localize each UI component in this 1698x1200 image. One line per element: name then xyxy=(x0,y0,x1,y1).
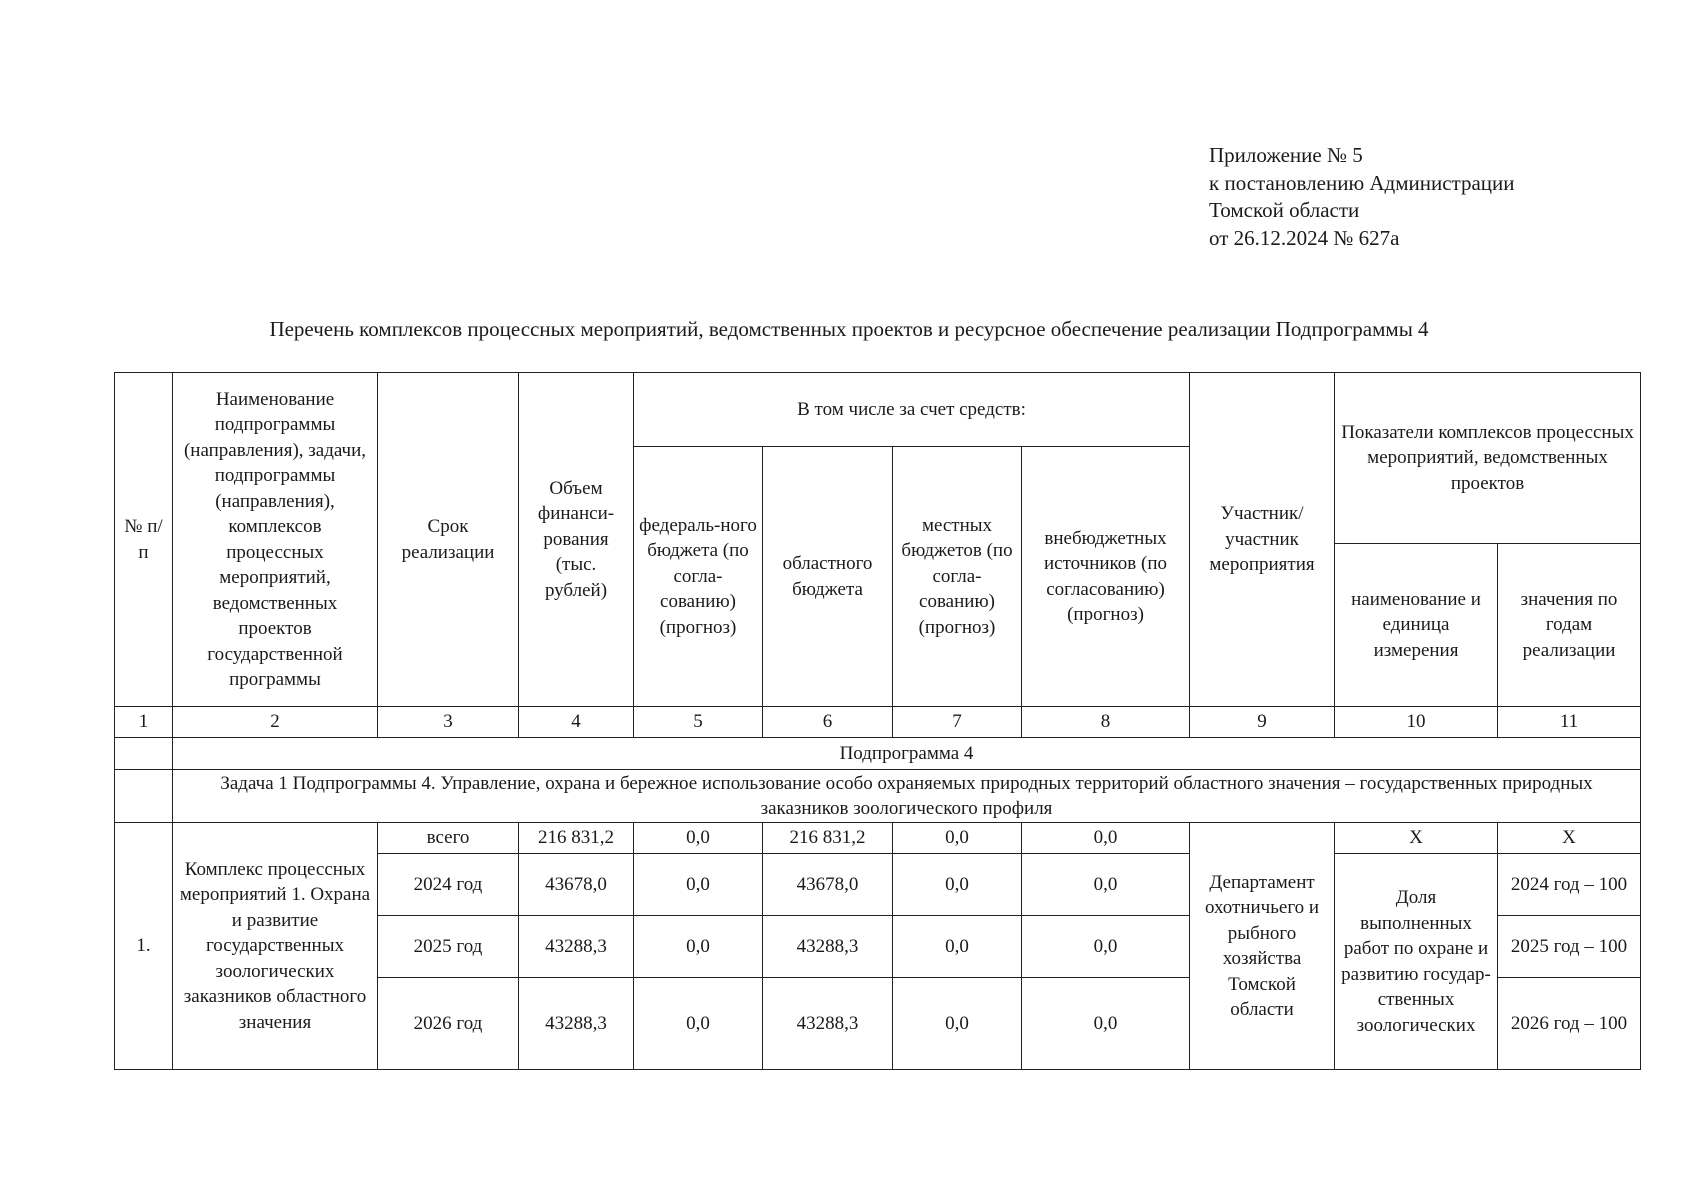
indicator-name-cell: Доля выполненных работ по охране и развитию государ-ственных зоологических xyxy=(1335,854,1498,1070)
header-num: № п/п xyxy=(115,373,173,707)
extra-cell: 0,0 xyxy=(1022,823,1190,854)
indicator-value-cell: 2026 год – 100 xyxy=(1498,978,1641,1070)
appendix-line: Томской области xyxy=(1209,198,1360,222)
header-participant: Участник/ участник мероприятия xyxy=(1190,373,1335,707)
subprogram-label: Подпрограмма 4 xyxy=(173,738,1641,770)
term-cell: 2026 год xyxy=(378,978,519,1070)
column-number: 1 xyxy=(115,707,173,738)
appendix-line: к постановлению Администрации xyxy=(1209,170,1515,195)
indicator-name-total: Х xyxy=(1335,823,1498,854)
regional-cell: 43678,0 xyxy=(763,854,893,916)
empty-cell xyxy=(115,770,173,823)
appendix-line: от 26.12.2024 № 627а xyxy=(1209,225,1400,250)
indicator-value-cell: 2024 год – 100 xyxy=(1498,854,1641,916)
local-cell: 0,0 xyxy=(893,916,1022,978)
column-number: 9 xyxy=(1190,707,1335,738)
column-number: 11 xyxy=(1498,707,1641,738)
header-term: Срок реализации xyxy=(378,373,519,707)
federal-cell: 0,0 xyxy=(634,978,763,1070)
header-indicator-values: значения по годам реализации xyxy=(1498,544,1641,707)
extra-cell: 0,0 xyxy=(1022,854,1190,916)
extra-cell: 0,0 xyxy=(1022,978,1190,1070)
volume-cell: 216 831,2 xyxy=(519,823,634,854)
header-federal: федераль-ного бюджета (по согла-сованию) (прогноз) xyxy=(634,447,763,707)
term-cell: 2025 год xyxy=(378,916,519,978)
extra-cell: 0,0 xyxy=(1022,916,1190,978)
indicator-value-total: Х xyxy=(1498,823,1641,854)
column-number: 6 xyxy=(763,707,893,738)
volume-cell: 43288,3 xyxy=(519,978,634,1070)
header-including: В том числе за счет средств: xyxy=(634,373,1190,447)
header-name: Наименование подпрограммы (направления), задачи, подпрограммы (направления), комплексов процессных мероприятий, ведомственных проектов государственной программы xyxy=(173,373,378,707)
header-local: местных бюджетов (по согла-сованию) (прогноз) xyxy=(893,447,1022,707)
document-title: Перечень комплексов процессных мероприятий, ведомственных проектов и ресурсное обеспечение реализации Подпрограммы 4 xyxy=(269,317,1429,341)
term-cell: 2024 год xyxy=(378,854,519,916)
volume-cell: 43288,3 xyxy=(519,916,634,978)
item-number: 1. xyxy=(115,823,173,1070)
column-number: 10 xyxy=(1335,707,1498,738)
header-indicators: Показатели комплексов процессных мероприятий, ведомственных проектов xyxy=(1335,373,1641,544)
item-name: Комплекс процессных мероприятий 1. Охрана и развитие государственных зоологических заказников областного значения xyxy=(173,823,378,1070)
federal-cell: 0,0 xyxy=(634,854,763,916)
appendix-line: Приложение № 5 xyxy=(1209,143,1363,167)
task-label: Задача 1 Подпрограммы 4. Управление, охрана и бережное использование особо охраняемых природных территорий областного значения – государственных природных заказников зоологического профиля xyxy=(173,770,1641,823)
subprogram-table xyxy=(114,372,1641,1070)
subprogram-row xyxy=(115,738,1641,770)
column-number: 2 xyxy=(173,707,378,738)
task-row xyxy=(115,770,1641,823)
local-cell: 0,0 xyxy=(893,978,1022,1070)
participant-cell: Департамент охотничьего и рыбного хозяйства Томской области xyxy=(1190,823,1335,1070)
indicator-value-cell: 2025 год – 100 xyxy=(1498,916,1641,978)
header-regional: областного бюджета xyxy=(763,447,893,707)
column-number: 4 xyxy=(519,707,634,738)
column-numbers-row xyxy=(115,707,1641,738)
header-indicator-name: наименование и единица измерения xyxy=(1335,544,1498,707)
appendix-block xyxy=(1209,142,1515,252)
regional-cell: 43288,3 xyxy=(763,978,893,1070)
column-number: 8 xyxy=(1022,707,1190,738)
column-number: 3 xyxy=(378,707,519,738)
empty-cell xyxy=(115,738,173,770)
federal-cell: 0,0 xyxy=(634,916,763,978)
table-row xyxy=(115,823,1641,854)
column-number: 7 xyxy=(893,707,1022,738)
local-cell: 0,0 xyxy=(893,854,1022,916)
regional-cell: 216 831,2 xyxy=(763,823,893,854)
header-volume: Объем финанси-рования (тыс. рублей) xyxy=(519,373,634,707)
local-cell: 0,0 xyxy=(893,823,1022,854)
column-number: 5 xyxy=(634,707,763,738)
term-cell: всего xyxy=(378,823,519,854)
header-extra: внебюджетных источников (по согласованию) (прогноз) xyxy=(1022,447,1190,707)
federal-cell: 0,0 xyxy=(634,823,763,854)
volume-cell: 43678,0 xyxy=(519,854,634,916)
regional-cell: 43288,3 xyxy=(763,916,893,978)
